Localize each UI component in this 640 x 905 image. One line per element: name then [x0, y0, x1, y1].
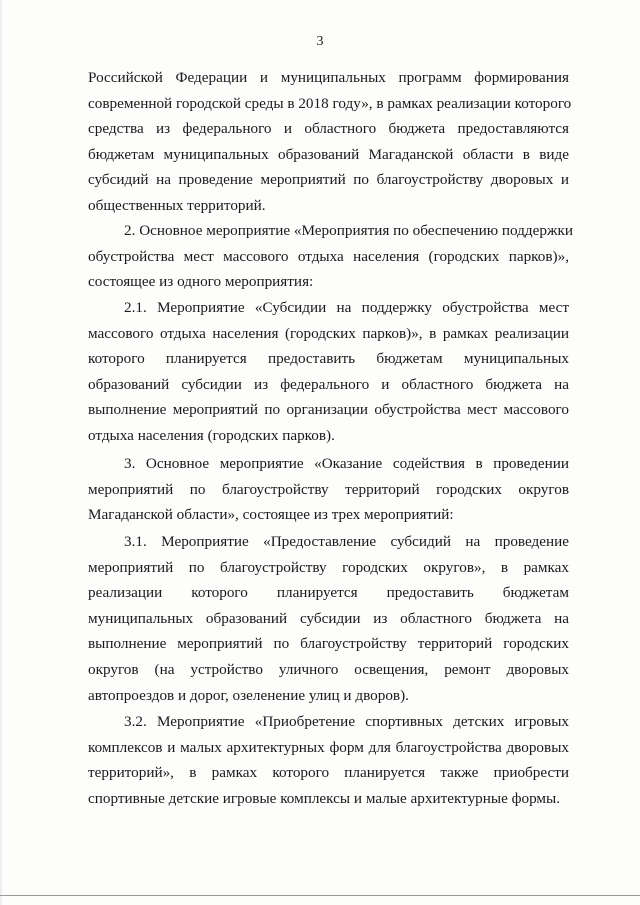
scan-bottom-edge — [0, 895, 640, 896]
text-line: автопроездов и дорог, озеленение улиц и дворов). — [88, 686, 409, 704]
text-line: комплексов и малых архитектурных форм для благоустройства дворовых — [88, 738, 569, 756]
paragraph — [88, 709, 569, 811]
page-edge-shadow — [0, 0, 2, 905]
text-line: 3.2. Мероприятие «Приобретение спортивных детских игровых — [124, 713, 569, 730]
paragraph — [88, 451, 569, 528]
text-line: 3.1. Мероприятие «Предоставление субсидий на проведение — [124, 533, 569, 550]
text-line: выполнение мероприятий по благоустройству территорий городских — [88, 635, 569, 653]
text-line: бюджетам муниципальных образований Магаданской области в виде — [88, 145, 569, 163]
paragraph-item-2-1 — [88, 295, 569, 449]
paragraph — [88, 529, 569, 708]
text-line: общественных территорий. — [88, 196, 266, 214]
text-line: Российской Федерации и муниципальных программ формирования — [88, 69, 569, 86]
text-line: Магаданской области», состоящее из трех мероприятий: — [88, 506, 454, 524]
paragraph-item-2 — [88, 218, 573, 295]
text-line: выполнение мероприятий по организации обустройства мест массового — [88, 401, 569, 419]
text-line: 3. Основное мероприятие «Оказание содействия в проведении — [124, 455, 569, 472]
text-line: территорий», в рамках которого планируется также приобрести — [88, 764, 569, 782]
text-line: субсидий на проведение мероприятий по благоустройству дворовых и — [88, 171, 569, 189]
text-line: реализации которого планируется предоставить бюджетам — [88, 584, 569, 602]
text-line: массового отдыха населения (городских парков)», в рамках реализации — [88, 324, 569, 342]
paragraph-item-3 — [88, 451, 569, 528]
text-line: 2. Основное мероприятие «Мероприятия по обеспечению поддержки — [124, 222, 573, 239]
text-line: образований субсидии из федерального и областного бюджета на — [88, 375, 569, 393]
text-line: состоящее из одного мероприятия: — [88, 273, 314, 291]
text-line: мероприятий по благоустройству городских округов», в рамках — [88, 558, 569, 576]
text-line: мероприятий по благоустройству территорий городских округов — [88, 480, 569, 498]
paragraph-continuation — [88, 65, 572, 219]
text-line: муниципальных образований субсидии из областного бюджета на — [88, 609, 569, 627]
paragraph — [88, 218, 573, 295]
text-line: отдыха населения (городских парков). — [88, 426, 335, 444]
text-line: 2.1. Мероприятие «Субсидии на поддержку обустройства мест — [124, 299, 569, 316]
text-line: которого планируется предоставить бюджетам муниципальных — [88, 350, 569, 368]
body-text — [88, 65, 572, 219]
text-line: обустройства мест массового отдыха населения (городских парков)», — [88, 247, 569, 265]
text-line: средства из федерального и областного бюджета предоставляются — [88, 120, 569, 138]
paragraph-item-3-2 — [88, 709, 569, 811]
text-line: округов (на устройство уличного освещения, ремонт дворовых — [88, 660, 569, 678]
text-line: спортивные детские игровые комплексы и малые архитектурные формы. — [88, 789, 561, 807]
text-line: современной городской среды в 2018 году», в рамках реализации которого — [88, 94, 572, 112]
paragraph — [88, 295, 569, 449]
paragraph-item-3-1 — [88, 529, 569, 708]
page-number: 3 — [316, 34, 324, 49]
